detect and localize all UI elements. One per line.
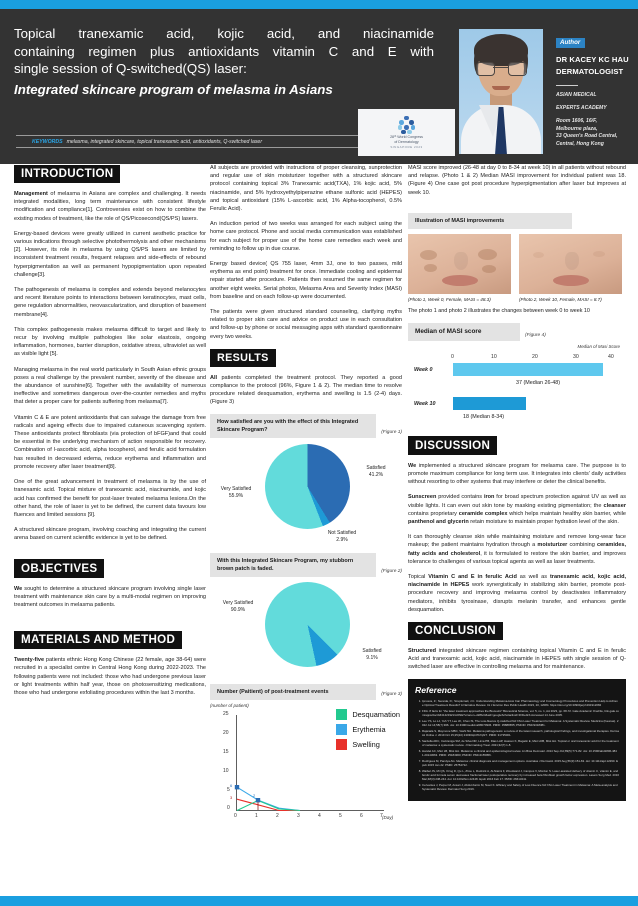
masi-photo-week-10: [519, 234, 622, 294]
figure-2-label-very-satisfied: Very Satisfied 90.9%: [222, 599, 254, 613]
reference-item: 1. Ipnosca, Z.; Nereida, D.; Szeplemati, J.C. Understanding Melasma-How Can Pharmacology and Cosmetology Procedures and Prevention Help to Achieve Optimal Treatment Results? A Narrative Review. Int J Environ Res Public Health 2023, 20, 12084. https://doi.org/10.3390/ijerph191912084: [422, 699, 619, 707]
figure-4-label: (Figure 4): [525, 332, 546, 338]
poster-title-line-2: containing regimen plus antioxidants vitamin C and E with: [14, 43, 434, 59]
section-heading-discussion: DISCUSSION: [408, 436, 497, 455]
objectives-paragraph-1: We sought to determine a structured skincare program involving single laser treatment with maintenance skin care by a multi-modal regimen on improving treatment outcomes in melasma patients.: [14, 585, 206, 608]
figure-3-x-tick-7: 7: [380, 812, 383, 819]
figure-3-y-tick-5: 5: [227, 786, 230, 793]
figure-3-point-label-2: 2: [253, 792, 256, 798]
figure-3-caption-row: [210, 684, 402, 700]
author-name: DR KACEY KC HAU: [556, 54, 629, 64]
congress-logo: [358, 109, 455, 156]
poster-header: [0, 9, 638, 164]
legend-label-desquamation: Desquamation: [352, 709, 400, 719]
section-heading-conclusion: CONCLUSION: [408, 622, 503, 641]
figure-1-label: (Figure 1): [381, 429, 402, 435]
discussion-paragraph-4: Topical Vitamin C and E in ferulic Acid as well as tranexamic acid, kojic acid, niacinamide in HEPES work synergistically in stabilizing skin barrier, promote post-procedure recovery and improving melasma control by deactivates inflammatory mediators, inhibits tyrosinase, disrupts melanin transfer, and enhances gentle desquamation.: [408, 574, 627, 613]
author-specialty: DERMATOLOGIST: [556, 66, 624, 76]
figure-3-point-label-3: 3: [230, 794, 233, 800]
figure-2-pie-body: [265, 582, 350, 667]
author-portrait-photo: [459, 29, 543, 154]
legend-swatch-erythemia-icon: [336, 724, 347, 735]
results-masi-paragraph: MASI score improved (26-48 at day 0 to 8-34 at week 10) in all patients without rebound and relapse. (Photo 1 & 2) Median MASI improvement for individual patient was 18. (Figure 4) One case got post procedure hyperpigmentation after laser but improves at week 10.: [408, 165, 626, 196]
masi-photo-captions: [408, 294, 626, 303]
figure-4-x-tick-0: 0: [451, 353, 454, 360]
materials-paragraph-1: Twenty-five patients ethnic Hong Kong Chinese (22 female, age 38-64) were recruited in a specialist centre in Central Hong Kong during 2022-2023. The following patients were not included: those who had undergone previous laser or light treatments within half year, those on photosensitizing medications, those who had undergone exfoliating procedures within the last 3 months.: [14, 657, 206, 696]
author-address-line-2: Melbourne plaza,: [556, 125, 598, 132]
figure-3-x-tick-0: 0: [234, 812, 237, 819]
reference-item: 7. Rodrigues M, Pandya AG. Melasma: clinical diagnosis and management options. Australas J Dermatol. 2015 Aug;56(3):151-63. doi: 10.1111/ajd.12290. Epub 2015 Jan 22. PMID: 25754722.: [422, 759, 619, 767]
reference-item: 3. Lee YS, Lo LJ, Yeh YT, Lee JK, Chen IS, The Low-fluence Q-switched Nd:YAG Laser Treatment for Melasma: A Systematic Review. Medicina (Kaunas). 2022 Jul 14;58(7):936. doi: 10.3390/medicina58070936. PMID: 35888655; PMCID: PMC9318381.: [422, 719, 619, 727]
intro-paragraph-8: A structured skincare program, involving coaching and integrating the current arena based on current scientific evidence is yet to be defined.: [14, 527, 206, 542]
author-address-line-4: Central, Hong Kong: [556, 140, 604, 147]
legend-swatch-desquamation-icon: [336, 709, 347, 720]
masi-photos-caption: Illustration of MASI improvements: [408, 213, 572, 229]
results-intro-paragraph: All patients completed the treatment protocol. They reported a good compliance to the protocol (96%, Figure 1 & 2). The median time to resolve procedure related desquamation, erythema and swelling is 1.5 (2-4) days. (Figure 3): [210, 374, 402, 406]
reference-item: 2. FDA. 8 facts for "the laser treatment approaches the Bioceutic" Bioceutical Science, vol. 5, no. 1, AA 2023, pp. 68-72. Gale Academic OneFile, link.gale.com/apps/doc/A641421921/AONE?u=anon~d28bc3&sid=googleScholar&xid=3Obe0cb Accessed 14 June 2005.: [422, 709, 619, 717]
figure-4-bar-chart: [408, 344, 626, 436]
figure-3-y-tick-15: 15: [223, 748, 229, 755]
legend-label-swelling: Swelling: [352, 739, 380, 749]
figure-1-label-not-satisfied: Not Satisfied 2.9%: [327, 529, 357, 543]
materials-paragraph-5: The patients were given structured standard counseling, clarifying myths related to proper skin care and advice on product use in each consultation and follow-up by phone or social messaging apps with standard questionnaire every two weeks.: [210, 309, 402, 340]
masi-photo-note: The photo 1 and photo 2 illustrates the changes between week 0 to week 10: [408, 307, 590, 314]
reference-item: 8. Waibel JS, Mi QS, Ozog D, Qu L, Zhou L, Rudnick A, Al-Niaimi F, Woodward J, Campos V, Mordon S. Laser-assisted delivery of vitamin C, vitamin E, and ferulic acid formula serum decreases fractional laser postoperative recovery by increased beta fibroblast growth factor expression. Lasers Surg Med. 2016 Mar;48(3):238-244. doi: 10.1002/lsm.22448. Epub 2016 Feb 17. PMID: 26613241.: [422, 769, 619, 782]
reference-heading: Reference: [415, 684, 457, 695]
title-block: [14, 25, 434, 99]
intro-paragraph-5: Managing melasma in the real world particularly in South Asian ethnic groups poses a real challenge by the prevalent number, severity of the disease and the abundance of sunshine[6]. Together with the availability of numerous ineffective and sometimes dangerous over-the-counter remedies and myths that deter a proper care for patients suffering from melasma[7].: [14, 366, 206, 406]
congress-line-2: of Dermatology: [394, 139, 419, 144]
figure-3-y-axis-label: (number of patient): [210, 702, 249, 708]
conclusion-paragraph-1: Structured integrated skincare regimen containing topical Vitamin C and E in ferulic Acid and tranexamic acid, kojic acid, niacinamide in HEPES with single session of Q-switched laser are effective in controlling melasma and for maintenance.: [408, 648, 626, 671]
legend-label-erythemia: Erythemia: [352, 724, 386, 734]
masi-photo-2-caption: (Photo 2, Week 10, Female, MASI = 8.7): [519, 296, 602, 302]
figure-2-caption: With this Integrated Skincare Program, my stubborn brown patch is faded.: [210, 553, 376, 577]
section-heading-materials-and-method: MATERIALS AND METHOD: [14, 631, 182, 650]
figure-4-category-week-0: Week 0: [414, 366, 433, 373]
figure-3-x-tick-2: 2: [276, 812, 279, 819]
discussion-paragraph-2: Sunscreen provided contains iron for broad spectrum protection against UV as well as visible lights. It can even out skin tone by masking existing pigmentation; the cleanser contains proprietary ceramide complex which helps maintain healthy skin barrier, while panthenol and glycerin retain moisture to maintain proper hydration level of the skin.: [408, 494, 626, 526]
section-heading-introduction: INTRODUCTION: [14, 165, 120, 184]
intro-paragraph-2: Energy-based devices were greatly utilized in current aesthetic practice for various indications through selective photothermolysis and other mechanisms [2]. However, its role in melasma by using QS/PS lasers are limited by inconsistent treatment results, frequent relapses and side-effects of rebound hyperpigmentation as well as permanent hypopigmentation upon repeated challenge[3].: [14, 230, 206, 278]
figure-1-pie-chart: [210, 441, 402, 549]
keywords-label: KEYWORDS: [32, 138, 63, 145]
congress-line-1: 28ᵗʰ World Congress: [390, 134, 423, 139]
figure-3-x-tick-1: 1: [255, 812, 258, 819]
figure-3-legend: [336, 709, 400, 754]
figure-4-bar-week-0: [453, 363, 603, 376]
column-right: [408, 164, 626, 801]
figure-3-y-tick-10: 10: [223, 767, 229, 774]
figure-3-x-tick-5: 5: [339, 812, 342, 819]
figure-4-value-week-0: 37 (Median 26-48): [516, 379, 561, 386]
figure-3-line-chart: [210, 703, 402, 853]
materials-paragraph-3: An induction period of two weeks was arranged for each subject using the home care protocol. Phone and social media communication was established for each subject for proper use of the home care remedies each week and reminding to follow up in due course.: [210, 221, 402, 252]
figure-3-caption: Number (Paitient) of post-treatment events: [210, 684, 376, 700]
reference-item: 6. Handel AC, Miot LB, Miot HA. Melasma: a clinical and epidemiological review. An Bras Dermatol. 2014 Sep-Oct;89(5):771-82. doi: 10.1590/abd1806-4841.20143063. PMID: 25184960; PMCID: PMC4155956.: [422, 749, 619, 757]
top-accent-bar: [0, 0, 638, 9]
column-middle: [210, 164, 402, 853]
keywords-rule-bottom: [16, 147, 396, 148]
keywords-line: [16, 136, 396, 147]
masi-photo-pair: [408, 234, 626, 294]
legend-swatch-swelling-icon: [336, 739, 347, 750]
author-organization-line-1: ASIAN MEDICAL: [556, 92, 597, 99]
figure-3-legend-item-desquamation: [336, 709, 400, 720]
section-heading-objectives: OBJECTIVES: [14, 559, 104, 578]
figure-4-category-week-10: Week 10: [414, 400, 436, 407]
intro-paragraph-4: This complex pathogenesis makes melasma difficult to target and likely to recur by involving multiple pathologies like solar elastosis, ongoing inflammation, hormones, barrier disruption, oxidative stress, ultraviolet as well as visible light [5].: [14, 326, 206, 358]
figure-2-value-very-satisfied: 90.9: [230, 606, 241, 613]
author-organization-line-2: EXPERTS ACADEMY: [556, 105, 607, 112]
figure-3-y-tick-20: 20: [223, 729, 229, 736]
materials-paragraph-2: All subjects are provided with instructions of proper cleansing, sunprotection and regular use of skin moisturizer together with a structured skincare protocol containing topical 3% Tranexamic acid(TXA), 1% kojic acid, 5% niacinamide, and 5% hydroxyethylpiperazine ethane sulfonic acid (HEPES) and topical antioxidant (15% L-ascorbic acid, 1% Alpha-tocopherol, 0.5% Ferulic Acid).: [210, 165, 402, 213]
figure-1-caption-row: [210, 414, 402, 438]
figure-2-value-satisfied: 9.1: [366, 654, 374, 661]
masi-photo-week-0: [408, 234, 511, 294]
figure-3-legend-item-swelling: [336, 739, 400, 750]
intro-paragraph-1: Management of melasma in Asians are complex and challenging. It needs integrated modalities, long term maintenance with consistent lifestyle modification and compliance[1]. Controversies exist on how to combine the existing modes of treatment, like the role of QS/Picosecond(QS/PS) lasers.: [14, 191, 206, 222]
figure-4-x-tick-10: 10: [491, 353, 497, 360]
figure-3-legend-item-erythemia: [336, 724, 400, 735]
figure-3-x-tick-4: 4: [318, 812, 321, 819]
author-divider: [556, 85, 578, 87]
figure-2-caption-row: [210, 553, 402, 577]
intro-paragraph-6: Vitamin C & E are potent antioxidants that can salvage the damage from free radicals and ageing effects due to impaired cutaneous scavenging system. These antioxidants protect fibroblasts (via protection of bFGF)and that could be essential in the underlying mechanism of action responsible for recovery. Combination of l-ascorbic acid, alpha tocopherol, and ferulic acid formulation has resulted in decreased edema, reduce erythema and inflammation and promote recovery after laser treatment[8].: [14, 414, 206, 470]
discussion-paragraph-1: We implemented a structured skincare program for melasma care. The purpose is to promote maximum compliance for long term use. It integrates into clients' daily activities without resorting to other systems that may interfere or deter the clinical benefits.: [408, 462, 626, 486]
congress-line-3: SINGAPORE 2023: [390, 144, 423, 149]
reference-box: [408, 679, 626, 801]
figure-3-y-tick-0: 0: [227, 804, 230, 811]
figure-1-value-satisfied: 41.2: [368, 471, 379, 478]
poster-subtitle: Integrated skincare program of melasma in Asians: [14, 81, 333, 97]
figure-1-value-not-satisfied: 2.9: [336, 536, 344, 543]
author-address-line-3: 33 Queen's Road Central,: [556, 133, 618, 140]
figure-1-label-very-satisfied: Very Satisfied 55.9%: [220, 485, 252, 499]
figure-4-axis-label: Median of Masi Score: [577, 343, 620, 349]
figure-3-y-tick-25: 25: [223, 710, 229, 717]
figure-3-point-label-6: 6: [230, 782, 233, 788]
figure-3-marker-erythemia-day1: [256, 798, 260, 802]
section-heading-results: RESULTS: [210, 349, 276, 367]
figure-4-x-tick-20: 20: [532, 353, 538, 360]
poster-title-line-1: Topical tranexamic acid, kojic acid, and niacinamide: [14, 26, 434, 41]
figure-1-value-very-satisfied: 55.9: [228, 492, 239, 499]
figure-3-marker-erythemia-day0: [235, 785, 239, 789]
figure-4-value-week-10: 18 (Median 8-34): [463, 413, 505, 420]
figure-2-pie-chart: [210, 580, 402, 680]
intro-paragraph-3: The pathogenesis of melasma is complex and extends beyond melanocytes and recent literature points to interactions between keratinocytes, mast cells, gene regulation abnormalities, neovascularization, and disruption of basement membrane[4].: [14, 287, 206, 318]
reference-item: 5. Sardella ADC, Cazzaniga SM, de Silva DR, Lima PB, Dias LAP, Hassun K, Bagatin E, Miot LDB, Miot HA. Topical or oral tranexamic acid for the treatment of melasma: a systematic review. J Dermatolog Treat. 2021;32(7):1-8.: [422, 739, 619, 747]
figure-3-x-tick-6: 6: [360, 812, 363, 819]
figure-3-label: (Figure 3): [381, 691, 402, 697]
author-address-line-1: Room 1606, 16/F,: [556, 118, 598, 125]
figure-1-pie-body: [265, 444, 350, 529]
figure-4-x-tick-40: 40: [608, 353, 614, 360]
materials-paragraph-4: Energy based device( QS 755 laser, 4mm 3J, one to two passes, mild erythema as end point) treatment for once. Immediate cooling and epidermal repair started after procedure. Patients then resumed the same regimen for another eight weeks. Serial photos, Melasma Area and Severity Index (MASI) from baseline and on each follow-up were documented.: [210, 261, 402, 300]
congress-dots-icon: [398, 116, 416, 134]
keywords-block: [16, 135, 396, 148]
reference-item: 4. Rajanala S, Maymone MBC, Vashi NA. Melasma pathogenesis: a review of the latest research, pathological findings, and investigational therapies. Dermatol Online J. 2019 Oct 15;25(10):13030/qt47b7q6r7. PMID: 31735001.: [422, 729, 619, 737]
figure-2-label-satisfied: Satisfied 9.1%: [362, 647, 382, 661]
column-left: [14, 164, 206, 704]
figure-4-x-tick-30: 30: [573, 353, 579, 360]
bottom-accent-bar: [0, 896, 638, 906]
reference-list: [415, 699, 619, 792]
figure-3-x-tick-3: 3: [297, 812, 300, 819]
keywords-text: melasma, integrated skincare, topical tranexamic acid, antioxidants, Q-switched laser: [66, 138, 263, 145]
poster-title-line-3: single session of Q-switched(QS) laser:: [14, 61, 247, 76]
masi-photo-1-caption: (Photo 1, Week 0, Female, MASI = 48.3): [408, 296, 491, 302]
discussion-paragraph-3: It can thoroughly cleanse skin while maintaining moisture and remove long-wear face makeup; the patient maintains hydration through a moisturizer combining ceramides, fatty acids and cholesterol, it is formulated to restore the skin barrier, and improves tolerance to challenges of various topical agents as well as laser treatments.: [408, 534, 626, 565]
figure-3-line-erythemia: [237, 787, 300, 810]
reference-item: 9. Cervantes J, Perper M, Ansari J, Abdul-Karim M, Nouri K. Efficacy and Safety of Low-Fluence Nd:YAG Laser Treatment in Melasma: A Meta-analysis and Systematic Review. Dermatol Surg 2019.: [422, 783, 619, 791]
figure-1-label-satisfied: Satisfied 41.2%: [366, 464, 386, 478]
author-tag-badge: Author: [556, 38, 585, 48]
figure-1-caption: How satisfied are you with the effect of this Integrated Skincare Program?: [210, 414, 376, 438]
figure-4-caption-row: [408, 323, 558, 341]
poster-body: [0, 164, 638, 896]
figure-2-label: (Figure 2): [381, 568, 402, 574]
author-info: [556, 31, 634, 148]
intro-paragraph-7: One of the great advancement in treatment of melasma is by the use of tranexamic acid. Topical mixture of tranexamic acid, niacinamide, and kojic acid has confirmed the benefit for post-laser treated melasma lesions.On the other hand, the role of laser is yet to be defined, the current data favours low fluences and limited sessions [9].: [14, 479, 206, 518]
figure-4-bar-week-10: [453, 397, 526, 410]
figure-3-x-axis-label: (Day): [382, 814, 394, 820]
figure-4-caption: Median of MASI score: [408, 323, 520, 341]
